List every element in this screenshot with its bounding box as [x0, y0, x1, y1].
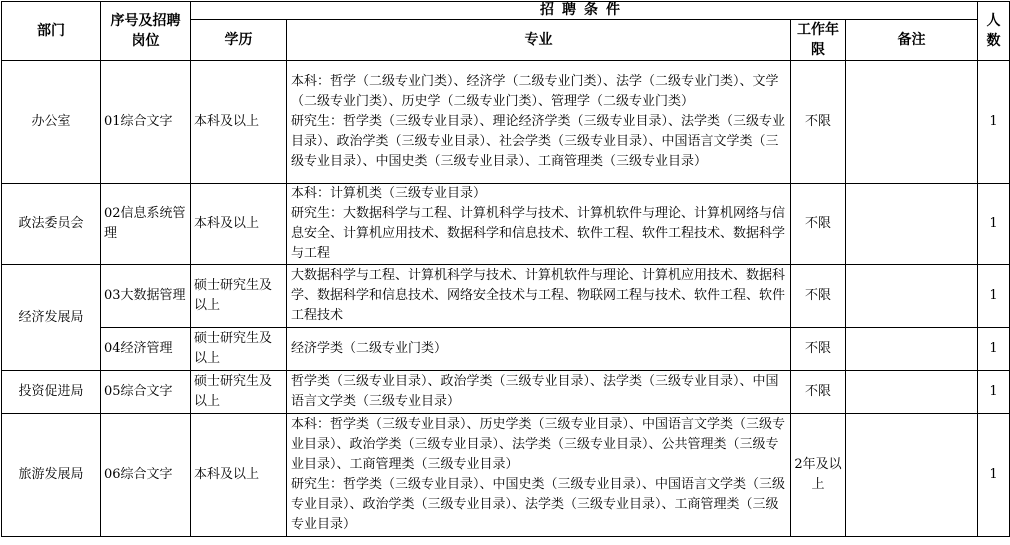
table-row [2, 184, 1010, 265]
education-cell: 硕士研究生及以上 [191, 371, 287, 414]
major-cell: 本科：哲学类（三级专业目录）、历史学类（三级专业目录）、中国语言文学类（三级专业目录）、政治学类（三级专业目录）、法学类（三级专业目录）、公共管理类（三级专业目录）、工商管理类（三级专业目录） 研究生：哲学类（三级专业目录）、中国史类（三级专业目录）、中国语言文学类（三级专业目录）、政治学类（三级专业目录）、法学类（三级专业目录）、工商管理类（三级专业目录） [287, 414, 791, 537]
years-cell: 不限 [791, 265, 846, 328]
education-cell: 本科及以上 [191, 184, 287, 265]
header-row [2, 2, 1010, 20]
dept-cell: 经济发展局 [2, 265, 101, 371]
remarks-cell [846, 265, 978, 328]
count-cell: 1 [978, 328, 1010, 371]
dept-cell: 投资促进局 [2, 371, 101, 414]
post-cell: 03大数据管理 [101, 265, 191, 328]
post-cell: 04经济管理 [101, 328, 191, 371]
table-row [2, 371, 1010, 414]
count-cell: 1 [978, 265, 1010, 328]
years-cell: 不限 [791, 184, 846, 265]
table-row [2, 414, 1010, 537]
education-cell: 硕士研究生及以上 [191, 328, 287, 371]
post-cell: 02信息系统管理 [101, 184, 191, 265]
remarks-cell [846, 414, 978, 537]
major-cell: 哲学类（三级专业目录）、政治学类（三级专业目录）、法学类（三级专业目录）、中国语言文学类（三级专业目录） [287, 371, 791, 414]
post-cell: 01综合文字 [101, 61, 191, 184]
education-cell: 本科及以上 [191, 61, 287, 184]
recruitment-table [1, 1, 1010, 537]
header-remarks: 备注 [846, 20, 978, 61]
dept-cell: 政法委员会 [2, 184, 101, 265]
header-dept: 部门 [2, 2, 101, 61]
years-cell: 不限 [791, 61, 846, 184]
count-cell: 1 [978, 61, 1010, 184]
header-conditions: 招聘条件 [191, 2, 978, 20]
dept-cell: 旅游发展局 [2, 414, 101, 537]
dept-cell: 办公室 [2, 61, 101, 184]
major-cell: 经济学类（二级专业门类） [287, 328, 791, 371]
post-cell: 05综合文字 [101, 371, 191, 414]
years-cell: 不限 [791, 371, 846, 414]
post-cell: 06综合文字 [101, 414, 191, 537]
education-cell: 本科及以上 [191, 414, 287, 537]
header-count: 人数 [978, 2, 1010, 61]
header-post: 序号及招聘岗位 [101, 2, 191, 61]
remarks-cell [846, 61, 978, 184]
header-major: 专业 [287, 20, 791, 61]
table-row [2, 61, 1010, 184]
table-row [2, 265, 1010, 328]
count-cell: 1 [978, 184, 1010, 265]
table-row [2, 328, 1010, 371]
count-cell: 1 [978, 371, 1010, 414]
count-cell: 1 [978, 414, 1010, 537]
education-cell: 硕士研究生及以上 [191, 265, 287, 328]
years-cell: 2年及以上 [791, 414, 846, 537]
major-cell: 大数据科学与工程、计算机科学与技术、计算机软件与理论、计算机应用技术、数据科学、数据科学和信息技术、网络安全技术与工程、物联网工程与技术、软件工程、软件工程技术 [287, 265, 791, 328]
header-education: 学历 [191, 20, 287, 61]
major-cell: 本科：哲学（二级专业门类）、经济学（二级专业门类）、法学（二级专业门类）、文学（二级专业门类）、历史学（二级专业门类）、管理学（二级专业门类） 研究生：哲学类（三级专业目录）、理论经济学类（三级专业目录）、法学类（三级专业目录）、政治学类（三级专业目录）、社会学类（三级专业目录）、中国语言文学类（三级专业目录）、中国史类（三级专业目录）、工商管理类（三级专业目录） [287, 61, 791, 184]
remarks-cell [846, 328, 978, 371]
major-cell: 本科：计算机类（三级专业目录） 研究生：大数据科学与工程、计算机科学与技术、计算机软件与理论、计算机网络与信息安全、计算机应用技术、数据科学和信息技术、软件工程、软件工程技术、数据科学与工程 [287, 184, 791, 265]
years-cell: 不限 [791, 328, 846, 371]
remarks-cell [846, 371, 978, 414]
header-years: 工作年限 [791, 20, 846, 61]
remarks-cell [846, 184, 978, 265]
